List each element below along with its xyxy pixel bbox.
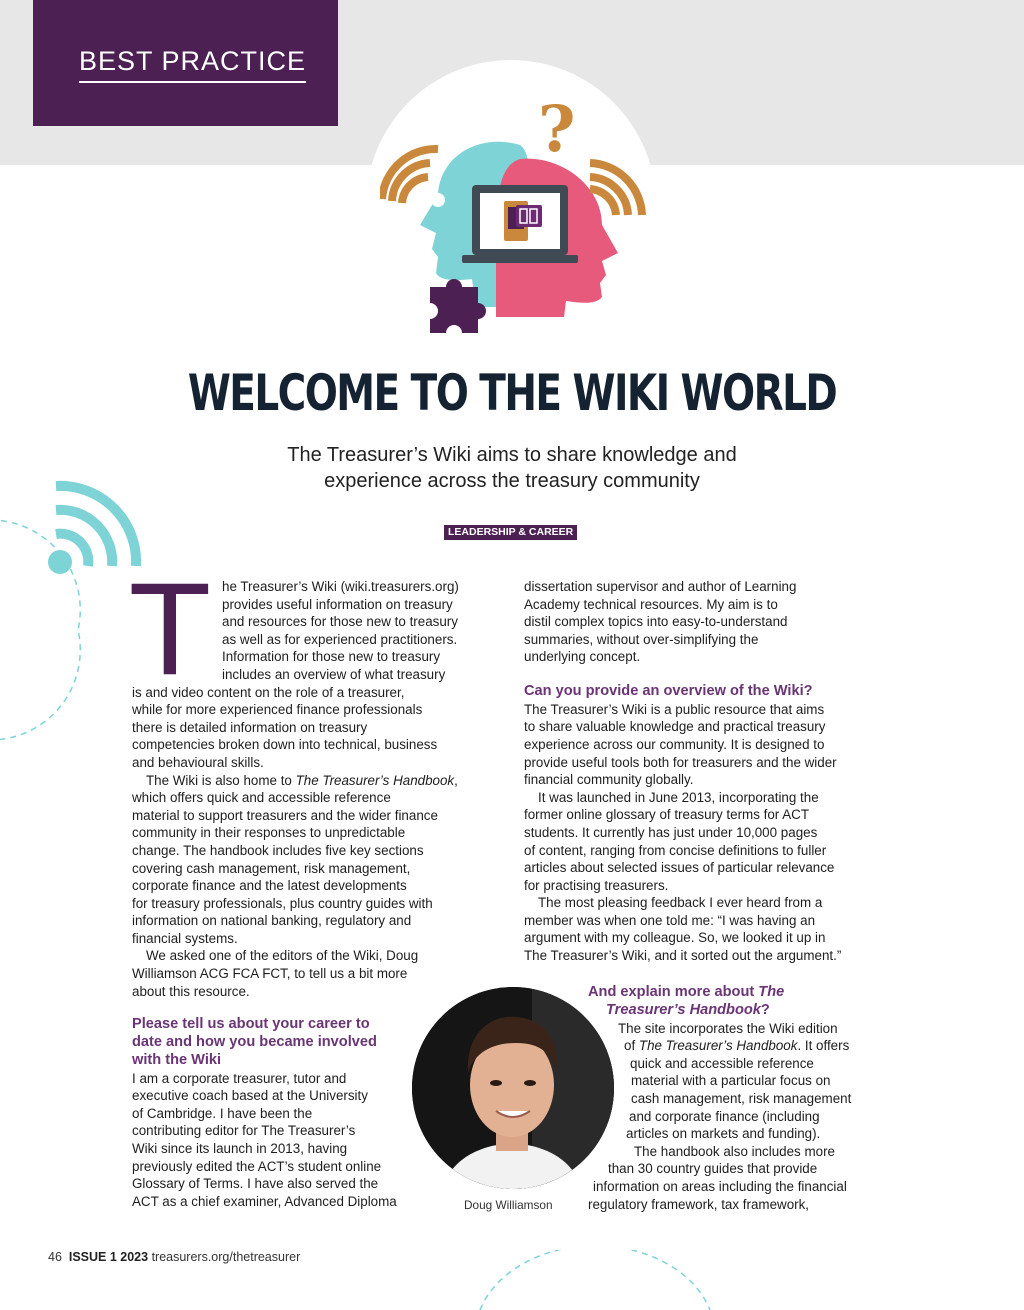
answer-career: I am a corporate treasurer, tutor and executive coach based at the University of Cambridge. I have been the contributing editor for The Treasurer’s Wiki since its launch in 2013, having previously edited the ACT’s student online Glossary of Terms. I have also served the ACT as a chief examiner, Advanced Diploma xyxy=(132,1070,397,1209)
section-label: BEST PRACTICE xyxy=(79,46,306,83)
author-photo xyxy=(412,987,614,1189)
answer-feedback: The most pleasing feedback I ever heard from a member was when one told me: “I was having an argument with my colleague. So, we looked it up in The Treasurer’s Wiki, and it sorted out the argument.” xyxy=(524,895,842,964)
section-tag xyxy=(33,0,338,126)
article-handbook-section xyxy=(588,984,888,1213)
answer-handbook: The site incorporates the Wiki edition of The Treasurer’s Handbook. It offers quick and accessible reference material with a particular focus on cash management, risk management and corporate finance (including articles on markets and funding). The handbook also includes more than 30 country guides that provide information on areas including the financial regulatory framework, tax framework, xyxy=(588,1020,852,1212)
page-footer xyxy=(48,1250,300,1264)
issue-label: ISSUE 1 2023 xyxy=(68,1250,149,1264)
footer-url: treasurers.org/thetreasurer xyxy=(151,1250,301,1264)
answer-overview: The Treasurer’s Wiki is a public resource that aims to share valuable knowledge and practical treasury experience across our community. It is designed to provide useful tools both for treasurers and the wider financial community globally. xyxy=(524,701,837,788)
standfirst: The Treasurer’s Wiki aims to share knowledge and experience across the treasury community xyxy=(287,444,737,492)
hero-illustration xyxy=(380,85,650,345)
drop-cap: T xyxy=(132,560,208,704)
paragraph-handbook: The Wiki is also home to The Treasurer’s Handbook, which offers quick and accessible reference material to support treasurers and the wider finance community in their responses to unpredictable change. The handbook includes five key sections covering cash management, risk management, corporate finance and the latest developments for treasury professionals, plus country guides with information on national banking, regulatory and financial systems. xyxy=(132,772,458,946)
article-column-right xyxy=(524,578,880,965)
laptop-icon xyxy=(462,185,578,263)
question-overview: Can you provide an overview of the Wiki? xyxy=(524,682,813,699)
question-handbook: And explain more about The Treasurer’s Handbook? xyxy=(588,984,785,1018)
intro-paragraph: he Treasurer’s Wiki (wiki.treasurers.org) provides useful information on treasury and resources for those new to treasury as well as for experienced practitioners. Information for those new to treasury includes an overview of what treasury is and video content on the role of a treasurer, while for more experienced finance professionals there is detailed information on treasury competencies broken down into technical, business and behavioural skills. xyxy=(132,579,459,770)
page-number: 46 xyxy=(48,1250,62,1264)
svg-text:?: ? xyxy=(538,92,576,167)
photo-caption: Doug Williamson xyxy=(464,1198,553,1212)
left-signal-icon xyxy=(382,149,438,203)
puzzle-piece-icon xyxy=(422,279,486,341)
page-title: WELCOME TO THE WIKI WORLD xyxy=(187,364,837,422)
question-career: Please tell us about your career to date and how you became involved with the Wiki xyxy=(132,1016,377,1068)
answer-career-continued: dissertation supervisor and author of Learning Academy technical resources. My aim is to distil complex topics into easy-to-understand summaries, without over-simplifying the underlying concept. xyxy=(524,579,797,665)
decorative-dashed-arc xyxy=(470,1250,720,1310)
paragraph-intro-editor: We asked one of the editors of the Wiki, Doug Williamson ACG FCA FCT, to tell us a bit more about this resource. xyxy=(132,948,419,999)
category-badge: LEADERSHIP & CAREER xyxy=(444,525,577,540)
question-mark-icon xyxy=(538,92,576,167)
answer-launch: It was launched in June 2013, incorporating the former online glossary of treasury terms for ACT students. It currently has just under 10,000 pages of content, ranging from concise definitions to fuller articles about selected issues of particular relevance for practising treasurers. xyxy=(524,789,835,893)
portrait-image xyxy=(412,987,614,1189)
